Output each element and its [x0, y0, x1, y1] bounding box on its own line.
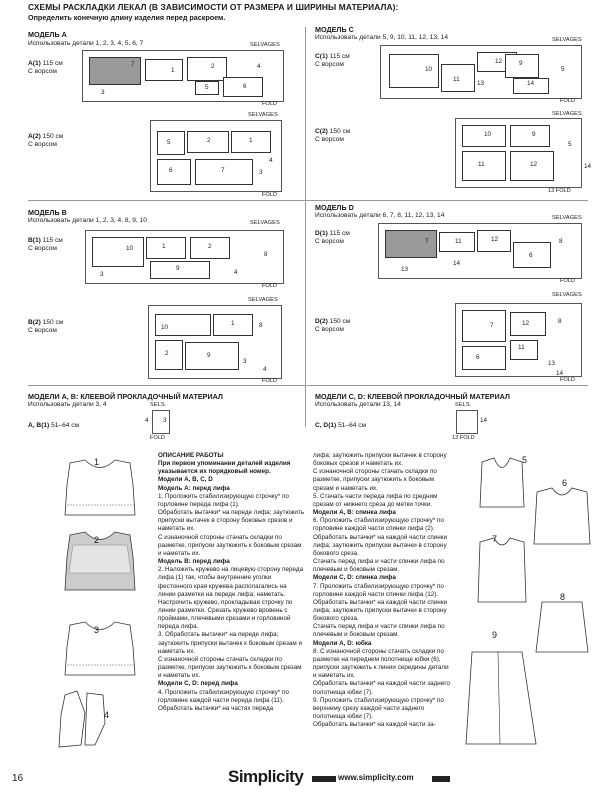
- variant-c2-label: C(2) 150 см С ворсом: [315, 128, 351, 143]
- variant-a2-label: A(2) 150 см С ворсом: [28, 133, 64, 148]
- page-title: СХЕМЫ РАСКЛАДКИ ЛЕКАЛ (В ЗАВИСИМОСТИ ОТ РАЗМЕРА И ШИРИНЫ МАТЕРИАЛА):: [28, 2, 399, 12]
- fold-label: FOLD: [262, 283, 277, 289]
- description-heading: Модель B: перед лифа: [158, 558, 230, 566]
- selvages-label: SELVAGES: [250, 42, 280, 48]
- variant-a1-label: A(1) 115 см С ворсом: [28, 60, 63, 75]
- description-paragraph: 9. Проложить стабилизирующую строчку* по верхнему срезу каждой части заднего полотнища юбки (7).: [313, 696, 444, 720]
- section-divider-1: [28, 200, 588, 201]
- selvages-label: SELVAGES: [248, 297, 278, 303]
- description-paragraph: 7. Проложить стабилизирующую строчку* по горловине каждой части спинки лифа (12). Обработать вытачки* на каждой части спинки лифа; заутюжить припуски вытачки в сторону бокового среза.: [313, 582, 448, 623]
- interfacing-cd-layout: 14: [456, 410, 478, 434]
- description-paragraph: Обработать вытачки* на переде лифа; заутюжить припуски вытачек в сторону боковых срезов и наметать их.: [158, 509, 305, 533]
- model-d-parts: Использовать детали 6, 7, 8, 11, 12, 13, 14: [315, 212, 445, 219]
- selvages-label: SELVAGES: [552, 292, 582, 298]
- fold-label: FOLD: [560, 278, 575, 284]
- description-paragraph: С изнаночной стороны стачать складки по разметке, припуски заутюжить к боковым срезам и наметать их.: [158, 533, 302, 557]
- layout-a1: 7 1 2 6 5 3 4: [82, 50, 284, 102]
- layout-b1: 10 1 2 9 8 3 4: [85, 230, 284, 284]
- variant-b2-label: B(2) 150 см С ворсом: [28, 319, 64, 334]
- description-heading: Модели C, D: спинка лифа: [313, 574, 396, 582]
- description-heading: Модель A: перед лифа: [158, 484, 230, 492]
- selvages-label: SELVAGES: [552, 215, 582, 221]
- selvages-label: SELVAGES: [248, 112, 278, 118]
- interfacing-ab-label: A, B(1) 51–64 см: [28, 422, 80, 429]
- layout-piece: [145, 59, 183, 81]
- description-paragraph: 6. Проложить стабилизирующую строчку* по горловине каждой части спинки лифа (2). Обработать вытачки* на каждой части спинки лифа; заутюжить припуски вытачки в сторону бокового среза.: [313, 517, 448, 557]
- description-intro: При первом упоминании деталей изделия указывается их порядковый номер.: [158, 460, 291, 476]
- description-col-1-body: [158, 476, 306, 713]
- description-paragraph: 1. Проложить стабилизирующую строчку* по горловине переда лифа (1).: [158, 492, 289, 508]
- url-rule-right: [432, 776, 450, 782]
- variant-b1-label: B(1) 115 см С ворсом: [28, 237, 63, 252]
- description-paragraph: 2. Наложить кружево на лицевую сторону переда лифа (1) так, чтобы внутренние уголки фестонного края кружева располагались на линии разметки на переде лифа; наметать. Настрочить кружево, прокладывая строчку по линии разметки. Срезать кружево вровень с проймами, плечевыми срезами и горловиной переда лифа.: [158, 566, 304, 631]
- bodice-illustrations: [55, 455, 145, 755]
- model-a-title: МОДЕЛЬ A: [28, 30, 67, 39]
- fold-label: FOLD: [262, 192, 277, 198]
- layout-c1: 10 11 12 9 14 5 13: [380, 45, 582, 99]
- description-paragraph: С изнаночной стороны стачать складки по разметке, припуски заутюжить к боковым срезам и наметать их.: [158, 655, 302, 680]
- interfacing-ab-layout: 4 3: [152, 410, 170, 434]
- description-paragraph: 4. Проложить стабилизирующую строчку* по горловине каждой части переда лифа (11). Обработать вытачки* на частях переда: [158, 688, 289, 712]
- brand-url[interactable]: www.simplicity.com: [338, 773, 414, 782]
- model-c-title: МОДЕЛЬ C: [315, 25, 354, 34]
- layout-d2: 7 12 6 11 8 13 14: [455, 303, 582, 377]
- model-b-parts: Использовать детали 1, 2, 3, 4, 8, 9, 10: [28, 217, 147, 224]
- variant-d2-label: D(2) 150 см С ворсом: [315, 318, 351, 333]
- selvages-label: SELVAGES: [552, 111, 582, 117]
- fold-label: FOLD: [150, 435, 165, 441]
- page-subtitle: Определить конечную длину изделия перед раскроем.: [28, 13, 226, 22]
- fold-label: FOLD: [262, 378, 277, 384]
- description-paragraph: 5. Стачать части переда лифа по средним срезам от нижнего среза до метки точки.: [313, 492, 438, 508]
- description-heading: Модели C, D: перед лифа: [158, 680, 238, 688]
- layout-c2: 10 9 11 12 5 14: [455, 118, 582, 188]
- sels-label: SELS.: [455, 402, 472, 408]
- description-title: ОПИСАНИЕ РАБОТЫ: [158, 452, 224, 459]
- model-d-title: МОДЕЛЬ D: [315, 203, 354, 212]
- variant-c1-label: C(1) 115 см С ворсом: [315, 53, 350, 68]
- model-a-parts: Использовать детали 1, 2, 3, 4, 5, 6, 7: [28, 40, 144, 47]
- description-paragraph: Стачать перед лифа и части спинки лифа по плечевым и боковым срезам.: [313, 623, 445, 639]
- interfacing-ab-parts: Использовать детали 3, 4: [28, 401, 107, 408]
- description-paragraph: 3. Обработать вытачки* на переде лифа; заутюжить припуски вытачек к боковым срезам и наметать их.: [158, 631, 302, 655]
- layout-b2: 10 1 2 9 8 3 4: [148, 305, 282, 379]
- fold-label: FOLD: [560, 98, 575, 104]
- section-divider-2: [28, 385, 588, 386]
- layout-a2: 5 2 1 6 7 3 4: [150, 120, 282, 192]
- interfacing-cd-parts: Использовать детали 13, 14: [315, 401, 401, 408]
- brand-logo: Simplicity: [228, 767, 304, 786]
- sels-label: SELS.: [150, 402, 167, 408]
- description-paragraph: Обработать вытачки* на каждой части за-: [313, 721, 436, 729]
- model-b-title: МОДЕЛЬ B: [28, 208, 67, 217]
- fold-label: 13 FOLD: [548, 188, 571, 194]
- variant-d1-label: D(1) 115 см С ворсом: [315, 230, 350, 245]
- description-heading: Модели A, D: юбка: [313, 639, 372, 647]
- description-col-2: [313, 452, 453, 760]
- description-heading: Модели A, B: спинка лифа: [313, 509, 396, 517]
- layout-piece: [187, 57, 227, 81]
- description-col-1: [158, 452, 306, 760]
- page-number: 16: [12, 773, 24, 784]
- description-paragraph: С изнаночной стороны стачать складки по разметке, припуски заутюжить к боковым срезам и наметать их.: [313, 468, 437, 492]
- interfacing-cd-label: C, D(1) 51–64 см: [315, 422, 367, 429]
- interfacing-ab-title: МОДЕЛИ A, B: КЛЕЕВОЙ ПРОКЛАДОЧНЫЙ МАТЕРИАЛ: [28, 392, 223, 401]
- url-rule-left: [312, 776, 336, 782]
- fold-label: FOLD: [560, 377, 575, 383]
- description-heading: Модели A, B, C, D: [158, 476, 213, 484]
- garment-illustrations: [462, 452, 607, 762]
- description-paragraph: лифа; заутюжить припуски вытачек в сторону боковых срезов и наметать их.: [313, 452, 447, 468]
- interfacing-cd-title: МОДЕЛИ C, D: КЛЕЕВОЙ ПРОКЛАДОЧНЫЙ МАТЕРИАЛ: [315, 392, 510, 401]
- description-paragraph: Стачать перед лифа и части спинки лифа по плечевым и боковым срезам.: [313, 558, 445, 574]
- fold-label: 13 FOLD: [452, 435, 475, 441]
- selvages-label: SELVAGES: [552, 37, 582, 43]
- fold-label: FOLD: [262, 101, 277, 107]
- layout-d1: 7 11 12 6 13 14 8: [378, 223, 582, 279]
- description-col-2-body: [313, 452, 453, 729]
- description-paragraph: 8. С изнаночной стороны стачать складки по разметке на переднем полотнище юбки (6), припуски заутюжить к линии середины детали и наметать их.: [313, 647, 449, 680]
- selvages-label: SELVAGES: [250, 220, 280, 226]
- description-paragraph: Обработать вытачки* на каждой части заднего полотнища юбки (7).: [313, 680, 450, 696]
- model-c-parts: Использовать детали 5, 9, 10, 11, 12, 13, 14: [315, 34, 449, 41]
- column-divider: [305, 27, 306, 427]
